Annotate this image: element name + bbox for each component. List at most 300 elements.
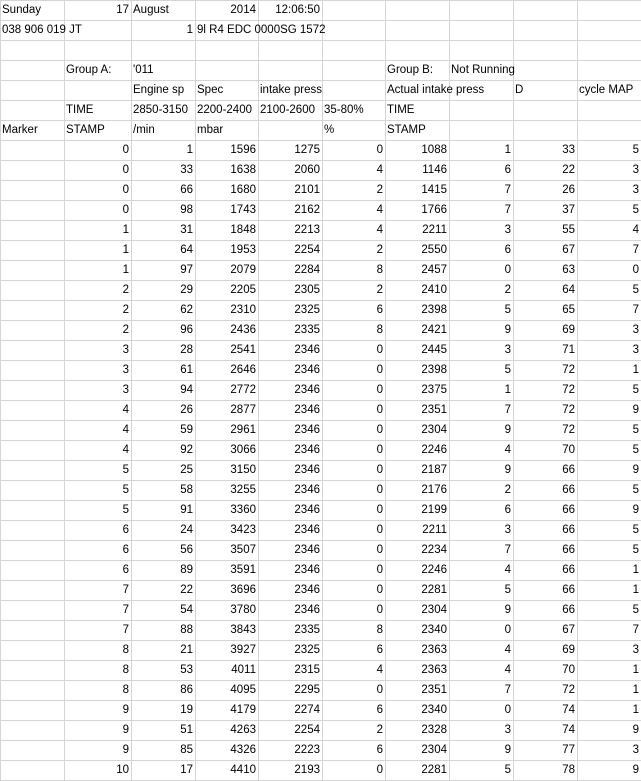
cell-intake-press: 2346: [294, 444, 320, 456]
cell-d-value: 4: [504, 564, 511, 576]
cell-cycle-map: 3: [632, 744, 639, 756]
cell-time-hundredths: 62: [180, 304, 193, 316]
cell-time-sec: 5: [122, 484, 129, 496]
cell-cycle-value: 74: [562, 704, 575, 716]
cell-intake-press: 2346: [294, 404, 320, 416]
cell-time-sec: 6: [122, 564, 129, 576]
cell-d-value: 7: [504, 684, 511, 696]
cell-cycle-value: 74: [562, 724, 575, 736]
cell-engine-speed: 3591: [230, 564, 256, 576]
cell-cycle-map: 5: [632, 384, 639, 396]
cell-cycle-map: 3: [632, 324, 639, 336]
d-header: D: [515, 84, 524, 96]
cell-percent: 0: [376, 464, 383, 476]
cell-time-sec: 9: [122, 724, 129, 736]
cell-percent: 0: [376, 604, 383, 616]
cell-intake-press: 2346: [294, 464, 320, 476]
cell-cycle-map: 9: [632, 504, 639, 516]
group-b-value: Not Running: [451, 64, 515, 76]
cell-d-value: 0: [504, 264, 511, 276]
cell-cycle-value: 64: [562, 284, 575, 296]
cell-time-hundredths: 58: [180, 484, 193, 496]
cell-percent: 0: [376, 684, 383, 696]
cell-percent: 0: [376, 484, 383, 496]
cell-cycle-value: 66: [562, 564, 575, 576]
cell-d-value: 0: [504, 624, 511, 636]
cell-cycle-value: 22: [562, 164, 575, 176]
cell-actual-intake-press: 2550: [421, 244, 447, 256]
cell-engine-speed: 2877: [230, 404, 256, 416]
cell-time-hundredths: 66: [180, 184, 193, 196]
cell-d-value: 7: [504, 204, 511, 216]
cell-cycle-value: 66: [562, 524, 575, 536]
cell-d-value: 5: [504, 584, 511, 596]
cell-cycle-map: 1: [632, 364, 639, 376]
cell-time-sec: 6: [122, 524, 129, 536]
cell-time-hundredths: 61: [180, 364, 193, 376]
cell-intake-press: 2346: [294, 584, 320, 596]
cell-time-hundredths: 64: [180, 244, 193, 256]
cell-time-sec: 0: [122, 144, 129, 156]
cell-d-value: 7: [504, 184, 511, 196]
cell-time-hundredths: 92: [180, 444, 193, 456]
cell-engine-speed: 1743: [230, 204, 256, 216]
cell-cycle-value: 69: [562, 644, 575, 656]
index-value: 1: [186, 24, 193, 36]
cell-cycle-map: 9: [632, 764, 639, 776]
cell-time-hundredths: 53: [180, 664, 193, 676]
cell-time-hundredths: 22: [180, 584, 193, 596]
time-label-b: TIME: [387, 104, 415, 116]
cell-percent: 2: [376, 724, 383, 736]
cell-d-value: 0: [504, 704, 511, 716]
cell-actual-intake-press: 2304: [421, 744, 447, 756]
time-value: 12:06:50: [275, 4, 320, 16]
cell-percent: 6: [376, 704, 383, 716]
cell-intake-press: 2325: [294, 304, 320, 316]
cell-percent: 4: [376, 204, 383, 216]
cell-actual-intake-press: 2246: [421, 444, 447, 456]
cell-actual-intake-press: 2340: [421, 624, 447, 636]
cell-time-sec: 8: [122, 644, 129, 656]
cell-time-sec: 7: [122, 584, 129, 596]
weekday-label: Sunday: [2, 4, 42, 16]
cell-time-hundredths: 21: [180, 644, 193, 656]
cell-cycle-value: 72: [562, 404, 575, 416]
cell-d-value: 3: [504, 344, 511, 356]
cell-percent: 0: [376, 764, 383, 776]
cell-d-value: 1: [504, 384, 511, 396]
cell-d-value: 3: [504, 224, 511, 236]
cell-engine-speed: 3150: [230, 464, 256, 476]
cell-time-hundredths: 19: [180, 704, 193, 716]
cell-intake-press: 2346: [294, 544, 320, 556]
stamp-label-b: STAMP: [387, 124, 426, 136]
cell-cycle-value: 71: [562, 344, 575, 356]
cell-engine-speed: 1596: [230, 144, 256, 156]
cell-engine-speed: 4263: [230, 724, 256, 736]
cell-percent: 8: [376, 264, 383, 276]
cell-intake-press: 2315: [294, 664, 320, 676]
cell-intake-press: 2284: [294, 264, 320, 276]
cell-time-sec: 4: [122, 444, 129, 456]
cell-time-sec: 1: [122, 264, 129, 276]
cell-intake-press: 2305: [294, 284, 320, 296]
cell-engine-speed: 1848: [230, 224, 256, 236]
cell-cycle-map: 5: [632, 524, 639, 536]
cell-cycle-map: 5: [632, 284, 639, 296]
cell-engine-speed: 1953: [230, 244, 256, 256]
cell-time-sec: 2: [122, 284, 129, 296]
cell-engine-speed: 3255: [230, 484, 256, 496]
cell-percent: 2: [376, 184, 383, 196]
cell-time-sec: 5: [122, 504, 129, 516]
cell-percent: 6: [376, 744, 383, 756]
ecu-label: 9l R4 EDC 0000SG 1572: [197, 24, 326, 36]
cell-intake-press: 2101: [294, 184, 320, 196]
engine-speed-range: 2850-3150: [133, 104, 188, 116]
cell-percent: 6: [376, 304, 383, 316]
cell-d-value: 9: [504, 424, 511, 436]
cell-actual-intake-press: 2281: [421, 584, 447, 596]
cell-actual-intake-press: 2445: [421, 344, 447, 356]
cell-percent: 8: [376, 324, 383, 336]
cell-time-hundredths: 56: [180, 544, 193, 556]
cell-cycle-value: 72: [562, 364, 575, 376]
cell-actual-intake-press: 2199: [421, 504, 447, 516]
group-a-value: '011: [133, 64, 154, 76]
cell-cycle-value: 65: [562, 304, 575, 316]
cell-d-value: 5: [504, 764, 511, 776]
cell-intake-press: 2254: [294, 244, 320, 256]
cell-cycle-map: 3: [632, 644, 639, 656]
actual-intake-press-header: Actual intake press: [387, 84, 485, 96]
cell-time-sec: 10: [116, 764, 129, 776]
cell-cycle-value: 37: [562, 204, 575, 216]
part-number-label: 038 906 019 JT: [2, 24, 82, 36]
cell-intake-press: 2213: [294, 224, 320, 236]
cell-intake-press: 2274: [294, 704, 320, 716]
cell-d-value: 9: [504, 604, 511, 616]
cell-percent: 0: [376, 384, 383, 396]
cell-actual-intake-press: 2234: [421, 544, 447, 556]
cell-cycle-map: 4: [632, 224, 639, 236]
cell-engine-speed: 2646: [230, 364, 256, 376]
cell-cycle-map: 3: [632, 164, 639, 176]
cell-time-sec: 7: [122, 604, 129, 616]
cell-engine-speed: 3066: [230, 444, 256, 456]
cell-d-value: 6: [504, 244, 511, 256]
cell-percent: 0: [376, 524, 383, 536]
cell-time-hundredths: 89: [180, 564, 193, 576]
cell-percent: 0: [376, 504, 383, 516]
cell-d-value: 6: [504, 504, 511, 516]
cell-cycle-map: 9: [632, 464, 639, 476]
cell-cycle-value: 70: [562, 664, 575, 676]
cell-time-hundredths: 25: [180, 464, 193, 476]
cell-cycle-value: 33: [562, 144, 575, 156]
cell-engine-speed: 1680: [230, 184, 256, 196]
grid-col-line: [0, 0, 1, 781]
cell-cycle-map: 9: [632, 724, 639, 736]
cell-d-value: 9: [504, 324, 511, 336]
cell-time-hundredths: 54: [180, 604, 193, 616]
cell-actual-intake-press: 2363: [421, 644, 447, 656]
cell-time-sec: 8: [122, 664, 129, 676]
cell-intake-press: 2346: [294, 524, 320, 536]
cell-d-value: 9: [504, 744, 511, 756]
cell-percent: 0: [376, 364, 383, 376]
spec-range: 2200-2400: [197, 104, 252, 116]
cell-percent: 4: [376, 164, 383, 176]
cell-intake-press: 2335: [294, 324, 320, 336]
cell-cycle-map: 3: [632, 184, 639, 196]
cell-engine-speed: 3360: [230, 504, 256, 516]
cell-time-hundredths: 91: [180, 504, 193, 516]
cell-cycle-map: 7: [632, 304, 639, 316]
cell-actual-intake-press: 2281: [421, 764, 447, 776]
cell-cycle-value: 72: [562, 684, 575, 696]
cell-cycle-map: 1: [632, 704, 639, 716]
cell-intake-press: 2162: [294, 204, 320, 216]
cell-cycle-value: 66: [562, 484, 575, 496]
cell-actual-intake-press: 2304: [421, 424, 447, 436]
cell-time-sec: 9: [122, 704, 129, 716]
cell-time-hundredths: 59: [180, 424, 193, 436]
cell-engine-speed: 2541: [230, 344, 256, 356]
cell-percent: 0: [376, 444, 383, 456]
cell-time-hundredths: 28: [180, 344, 193, 356]
stamp-label-a: STAMP: [66, 124, 105, 136]
cell-cycle-map: 1: [632, 664, 639, 676]
cell-intake-press: 2346: [294, 364, 320, 376]
cell-d-value: 5: [504, 304, 511, 316]
cell-engine-speed: 2079: [230, 264, 256, 276]
cell-actual-intake-press: 2375: [421, 384, 447, 396]
cell-d-value: 4: [504, 644, 511, 656]
engine-speed-header: Engine sp: [133, 84, 185, 96]
cell-engine-speed: 3423: [230, 524, 256, 536]
cell-actual-intake-press: 2328: [421, 724, 447, 736]
cell-cycle-map: 5: [632, 444, 639, 456]
percent-range: 35-80%: [324, 104, 364, 116]
cell-percent: 2: [376, 244, 383, 256]
group-a-label: Group A:: [66, 64, 112, 76]
cell-engine-speed: 2436: [230, 324, 256, 336]
cycle-map-header: cycle MAP: [579, 84, 634, 96]
cell-cycle-value: 70: [562, 444, 575, 456]
cell-time-hundredths: 96: [180, 324, 193, 336]
cell-cycle-value: 78: [562, 764, 575, 776]
intake-press-header: intake press: [260, 84, 323, 96]
cell-intake-press: 2060: [294, 164, 320, 176]
cell-d-value: 7: [504, 544, 511, 556]
cell-actual-intake-press: 1146: [422, 164, 447, 176]
cell-intake-press: 2346: [294, 564, 320, 576]
cell-actual-intake-press: 2246: [421, 564, 447, 576]
cell-time-sec: 0: [122, 204, 129, 216]
cell-cycle-map: 7: [632, 624, 639, 636]
cell-engine-speed: 2205: [230, 284, 256, 296]
cell-actual-intake-press: 2410: [421, 284, 447, 296]
cell-engine-speed: 3843: [230, 624, 256, 636]
cell-engine-speed: 3927: [230, 644, 256, 656]
cell-time-sec: 7: [122, 624, 129, 636]
cell-cycle-value: 72: [562, 424, 575, 436]
cell-engine-speed: 4410: [230, 764, 256, 776]
cell-percent: 2: [376, 284, 383, 296]
cell-engine-speed: 3507: [230, 544, 256, 556]
cell-percent: 0: [376, 544, 383, 556]
cell-time-sec: 2: [122, 324, 129, 336]
cell-time-sec: 6: [122, 544, 129, 556]
cell-time-sec: 1: [122, 244, 129, 256]
cell-engine-speed: 1638: [230, 164, 256, 176]
cell-cycle-map: 5: [632, 484, 639, 496]
cell-percent: 4: [376, 664, 383, 676]
cell-intake-press: 2325: [294, 644, 320, 656]
cell-time-hundredths: 94: [180, 384, 193, 396]
cell-cycle-value: 67: [562, 244, 575, 256]
cell-cycle-map: 5: [632, 424, 639, 436]
cell-cycle-map: 3: [632, 344, 639, 356]
cell-time-hundredths: 26: [180, 404, 193, 416]
cell-d-value: 9: [504, 464, 511, 476]
cell-engine-speed: 2310: [230, 304, 256, 316]
cell-actual-intake-press: 1415: [421, 184, 447, 196]
cell-time-hundredths: 98: [180, 204, 193, 216]
spec-header: Spec: [197, 84, 224, 96]
cell-intake-press: 2254: [294, 724, 320, 736]
cell-percent: 0: [376, 144, 383, 156]
cell-time-sec: 0: [122, 164, 129, 176]
cell-time-hundredths: 51: [180, 724, 193, 736]
month-label: August: [133, 4, 169, 16]
cell-intake-press: 2346: [294, 484, 320, 496]
day-value: 17: [116, 4, 129, 16]
cell-percent: 6: [376, 644, 383, 656]
cell-cycle-value: 66: [562, 464, 575, 476]
cell-time-hundredths: 33: [180, 164, 193, 176]
cell-percent: 8: [376, 624, 383, 636]
intake-press-range: 2100-2600: [260, 104, 315, 116]
cell-cycle-value: 72: [562, 384, 575, 396]
cell-cycle-map: 1: [632, 684, 639, 696]
cell-time-hundredths: 17: [180, 764, 193, 776]
cell-engine-speed: 3696: [230, 584, 256, 596]
cell-cycle-value: 66: [562, 544, 575, 556]
cell-cycle-value: 55: [562, 224, 575, 236]
cell-engine-speed: 4326: [230, 744, 256, 756]
grid-row-line: [0, 40, 641, 41]
cell-d-value: 2: [504, 484, 511, 496]
cell-actual-intake-press: 2398: [421, 364, 447, 376]
cell-time-sec: 3: [122, 384, 129, 396]
cell-time-sec: 3: [122, 364, 129, 376]
cell-actual-intake-press: 2398: [421, 304, 447, 316]
cell-d-value: 6: [504, 164, 511, 176]
cell-time-hundredths: 24: [180, 524, 193, 536]
cell-d-value: 2: [504, 284, 511, 296]
cell-time-sec: 4: [122, 424, 129, 436]
cell-time-sec: 2: [122, 304, 129, 316]
cell-d-value: 7: [504, 404, 511, 416]
cell-actual-intake-press: 2340: [421, 704, 447, 716]
cell-cycle-value: 67: [562, 624, 575, 636]
cell-actual-intake-press: 2211: [422, 224, 447, 236]
cell-intake-press: 2346: [294, 384, 320, 396]
cell-percent: 0: [376, 564, 383, 576]
cell-engine-speed: 2772: [230, 384, 256, 396]
cell-actual-intake-press: 2304: [421, 604, 447, 616]
cell-intake-press: 2295: [294, 684, 320, 696]
marker-header: Marker: [2, 124, 38, 136]
cell-time-hundredths: 85: [180, 744, 193, 756]
cell-time-sec: 9: [122, 744, 129, 756]
cell-engine-speed: 3780: [230, 604, 256, 616]
cell-intake-press: 2223: [294, 744, 320, 756]
year-value: 2014: [230, 4, 256, 16]
cell-cycle-value: 66: [562, 604, 575, 616]
cell-engine-speed: 4011: [231, 664, 256, 676]
cell-cycle-value: 77: [562, 744, 575, 756]
cell-cycle-map: 5: [632, 544, 639, 556]
cell-cycle-map: 5: [632, 144, 639, 156]
cell-cycle-value: 69: [562, 324, 575, 336]
cell-percent: 0: [376, 344, 383, 356]
cell-time-sec: 0: [122, 184, 129, 196]
cell-cycle-map: 5: [632, 204, 639, 216]
cell-actual-intake-press: 2211: [422, 524, 447, 536]
cell-actual-intake-press: 2457: [421, 264, 447, 276]
cell-intake-press: 1275: [294, 144, 320, 156]
percent-unit: %: [324, 124, 335, 136]
cell-cycle-map: 7: [632, 244, 639, 256]
cell-actual-intake-press: 1088: [421, 144, 447, 156]
cell-actual-intake-press: 2351: [421, 404, 447, 416]
cell-time-sec: 1: [122, 224, 129, 236]
cell-percent: 0: [376, 404, 383, 416]
cell-d-value: 1: [504, 144, 511, 156]
cell-cycle-map: 9: [632, 404, 639, 416]
cell-intake-press: 2335: [294, 624, 320, 636]
cell-time-hundredths: 31: [180, 224, 193, 236]
cell-cycle-value: 66: [562, 584, 575, 596]
cell-cycle-value: 66: [562, 504, 575, 516]
cell-intake-press: 2346: [294, 604, 320, 616]
cell-cycle-map: 1: [632, 564, 639, 576]
cell-intake-press: 2346: [294, 504, 320, 516]
cell-engine-speed: 2961: [230, 424, 256, 436]
cell-intake-press: 2346: [294, 424, 320, 436]
cell-time-hundredths: 86: [180, 684, 193, 696]
cell-cycle-map: 5: [632, 604, 639, 616]
cell-time-sec: 5: [122, 464, 129, 476]
cell-cycle-map: 1: [632, 584, 639, 596]
cell-time-hundredths: 29: [180, 284, 193, 296]
cell-intake-press: 2193: [294, 764, 320, 776]
cell-percent: 4: [376, 224, 383, 236]
cell-actual-intake-press: 2363: [421, 664, 447, 676]
cell-percent: 0: [376, 424, 383, 436]
cell-engine-speed: 4095: [230, 684, 256, 696]
cell-cycle-map: 0: [632, 264, 639, 276]
cell-intake-press: 2346: [294, 344, 320, 356]
cell-cycle-value: 63: [562, 264, 575, 276]
cell-actual-intake-press: 2176: [421, 484, 447, 496]
spec-unit: mbar: [197, 124, 224, 136]
cell-actual-intake-press: 1766: [421, 204, 447, 216]
